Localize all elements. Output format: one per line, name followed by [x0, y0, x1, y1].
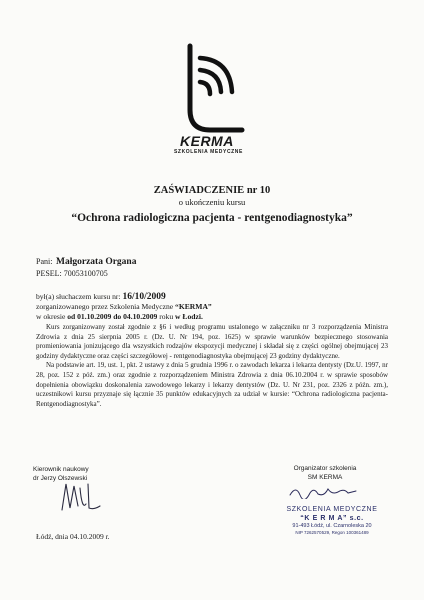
stamp-line-2: “K E R M A” s.c. — [300, 515, 364, 522]
organizer-name: “KERMA” — [175, 302, 212, 311]
organizer-short-name: SM KERMA — [307, 473, 343, 481]
certificate-title: ZAŚWIADCZENIE nr 10 — [153, 185, 271, 196]
organizer-role: Organizator szkolenia — [293, 465, 357, 472]
logo-subtitle: SZKOLENIA MEDYCZNE — [174, 149, 243, 155]
pesel-label: PESEL: — [36, 269, 62, 278]
recipient-block — [36, 256, 136, 280]
course-number: 16/10/2009 — [122, 292, 166, 302]
period-dates: od 01.10.2009 do 04.10.2009 — [67, 312, 158, 321]
certificate-subtitle: o ukończeniu kursu — [178, 197, 246, 207]
recipient-name: Małgorzata Organa — [56, 257, 137, 267]
course-facts — [36, 292, 212, 322]
pesel-value: 70053100705 — [63, 269, 108, 278]
stamp-line-4: NIP 7262570529, Regon 100361489 — [295, 530, 369, 535]
organizer-label: zorganizowanego przez Szkolenia Medyczne — [36, 302, 174, 311]
logo-name: KERMA — [180, 133, 234, 149]
period-label: w okresie — [36, 312, 66, 321]
title-block — [0, 184, 424, 225]
director-role: Kierownik naukowy — [33, 466, 89, 473]
stamp-line-1: SZKOLENIA MEDYCZNE — [286, 506, 378, 513]
body-paragraph-2: Na podstawie art. 19, ust. 1, pkt. 2 ustawy z dnia 5 grudnia 1996 r. o zawodach lekarza i lekarza dentysty (Dz.U. 1997, nr 28, poz. 152 z póź. zm.) oraz zgodnie z rozporządzeniem Ministra Zdrowia z dnia 06.10.2004 r. w sprawie sposobów dopełnienia obowiązku doskonalenia zawodowego lekarzy i lekarzy dentystów (Dz. U. Nr 231, poz. 2326 z późn. zm.), uczestnikowi kursu przyznaje się łącznie 35 punktów edukacyjnych za udział w kursie: “Ochrona radiologiczna pacjenta-Rentgenodiagnostyka”. — [36, 361, 388, 408]
period-year-word: roku — [159, 312, 174, 321]
handwritten-signature-icon — [56, 480, 104, 514]
name-label: Pani: — [36, 257, 53, 266]
body-paragraph-1: Kurs zorganizowany został zgodnie z §6 i według programu ustalonego w załączniku nr 3 rozporządzenia Ministra Zdrowia z dnia 25 sierpnia 2005 r. (Dz. U. Nr 194, poz. 1625) w sprawie warunków bezpiecznego stosowania promieniowania jonizującego dla wszystkich rodzajów ekspozycji medycznej i składał się z części ogólnej obejmującej 23 godziny dydaktyczne oraz części szczegółowej - rentgenodiagnostyka obejmującej 23 godziny dydaktyczne. — [36, 323, 388, 360]
certificate-body — [36, 323, 388, 409]
place-and-date: Łódź, dnia 04.10.2009 r. — [36, 532, 110, 541]
course-name: “Ochrona radiologiczna pacjenta - rentgenodiagnostyka” — [71, 212, 353, 224]
organizer-stamp — [277, 505, 387, 536]
kerma-logo-icon — [162, 38, 252, 148]
organizer-signature — [270, 465, 380, 482]
course-number-label: był(a) słuchaczem kursu nr: — [36, 292, 121, 301]
stamp-line-3: 91-493 Łódź, ul. Czarnoleska 20 — [292, 523, 372, 529]
course-city: w Łodzi. — [175, 312, 203, 321]
director-name: dr Jerzy Olszewski — [33, 474, 88, 482]
organizer-handwritten-signature-icon — [288, 483, 358, 499]
